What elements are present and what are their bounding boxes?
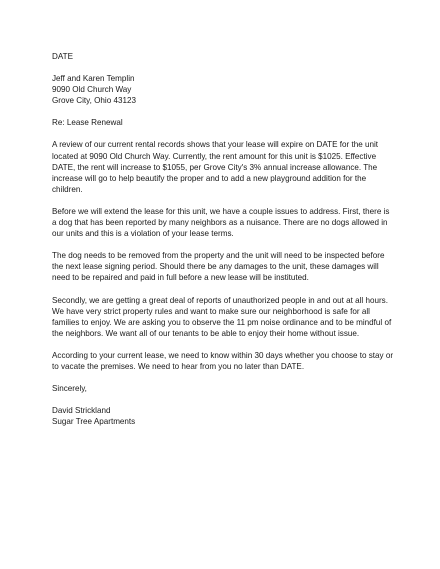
paragraph-inspection: The dog needs to be removed from the property and the unit will need to be inspected before the next lease signing period. Should there be any damages to the unit, these damages will need to be repaired and paid in full before a new lease will be instituted.: [52, 251, 385, 283]
letter-closing: Sincerely,: [52, 384, 87, 394]
recipient-name: Jeff and Karen Templin: [52, 74, 135, 84]
letter-date: DATE: [52, 52, 73, 61]
recipient-address: [52, 73, 396, 106]
recipient-city-state-zip: Grove City, Ohio 43123: [52, 96, 136, 106]
sender-company: Sugar Tree Apartments: [52, 417, 136, 427]
letter-subject: Re: Lease Renewal: [52, 118, 123, 128]
recipient-street: 9090 Old Church Way: [52, 85, 132, 95]
letter-body: [52, 51, 396, 427]
paragraph-response-deadline: According to your current lease, we need to know within 30 days whether you choose to stay or to vacate the premises. We need to hear from you no later than DATE.: [52, 350, 394, 371]
paragraph-rent-increase: A review of our current rental records shows that your lease will expire on DATE for the unit located at 9090 Old Church Way. Currently, the rent amount for this unit is $1025. Effective DATE, the rent will increase to $1055, per Grove City's 3% annual increase allowance. The increase will go to help beautify the proper and to add a new playground addition for the children.: [52, 140, 378, 194]
paragraph-unauthorized-people: Secondly, we are getting a great deal of reports of unauthorized people in and out at all hours. We have very strict property rules and want to make sure our neighborhood is safe for all families to enjoy. We are asking you to observe the 11 pm noise ordinance and to be mindful of the neighbors. We want all of our tenants to be able to enjoy their home without issue.: [52, 295, 392, 338]
sender-name: David Strickland: [52, 406, 111, 416]
paragraph-dog-issue: Before we will extend the lease for this unit, we have a couple issues to address. First, there is a dog that has been reported by many neighbors as a nuisance. There are no dogs allowed in our units and this is a violation of your lease terms.: [52, 206, 390, 239]
sender-block: [52, 405, 396, 427]
